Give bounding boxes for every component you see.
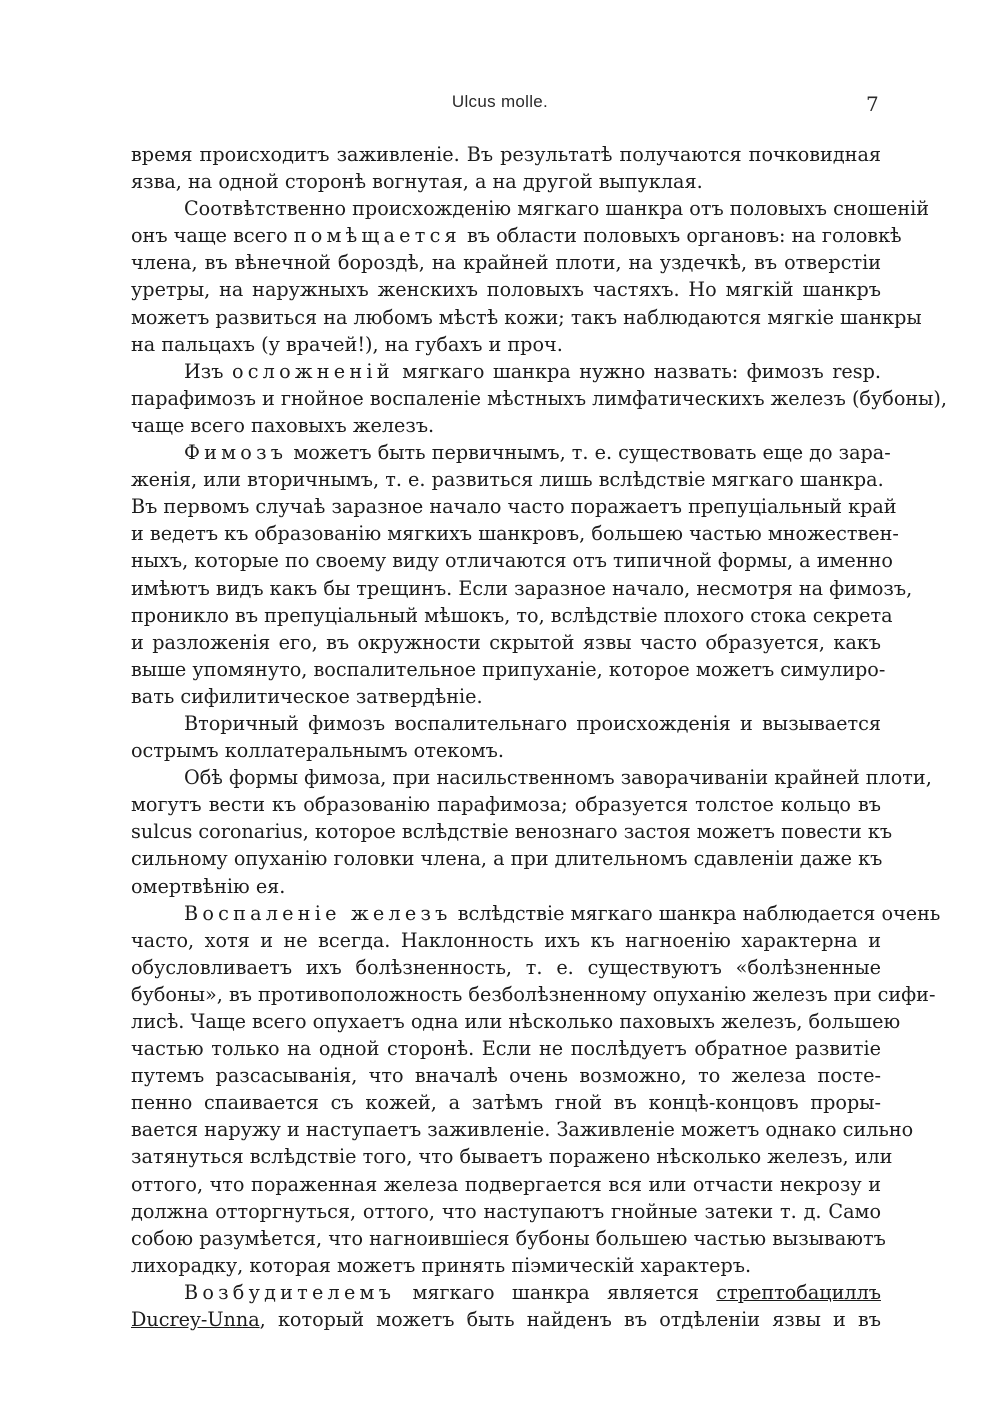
text-line (131, 1279, 881, 1306)
spaced-emphasis: Воспаленіе железъ (184, 901, 452, 925)
text-line (131, 927, 881, 954)
text-segment: Изъ (184, 359, 232, 383)
text-segment: проникло въ препуціальный мѣшокъ, то, вслѣдствіе плохого стока секрета (131, 603, 893, 627)
text-segment: имѣютъ видъ какъ бы трещинъ. Если заразное начало, несмотря на фимозъ, (131, 576, 913, 600)
text-line (131, 168, 881, 195)
text-segment: Соотвѣтственно происхожденію мягкаго шанкра отъ половыхъ сношеній (184, 197, 930, 221)
text-line (131, 845, 881, 872)
text-line (131, 195, 930, 222)
text-line (131, 656, 886, 683)
text-line (131, 1225, 886, 1252)
underlined-term: стрептобациллъ (716, 1280, 881, 1304)
text-segment: затянуться вслѣдствіе того, что бываетъ поражено нѣсколько железъ, или (131, 1145, 893, 1169)
text-line (131, 1252, 881, 1279)
text-line (131, 412, 881, 439)
text-segment: мягкаго шанкра нужно назвать: фимозъ resp. (393, 359, 881, 383)
text-line (131, 737, 881, 764)
text-segment: могутъ вести къ образованію парафимоза; образуется толстое кольцо въ (131, 793, 881, 817)
text-line (131, 1116, 914, 1143)
text-line (131, 249, 881, 276)
text-segment: частью только на одной сторонѣ. Если не послѣдуетъ обратное развитіе (131, 1037, 881, 1061)
text-line (131, 1198, 881, 1225)
spaced-emphasis: Фимозъ (184, 441, 288, 465)
text-line (131, 818, 893, 845)
text-segment: пенно спаивается съ кожей, а затѣмъ гной въ концѣ-концовъ проры- (131, 1091, 881, 1115)
text-segment: Обѣ формы фимоза, при насильственномъ заворачиваніи крайней плоти, (184, 766, 932, 790)
text-line (131, 520, 899, 547)
underlined-term: Ducrey-Unna (131, 1308, 260, 1332)
spaced-emphasis: осложненій (231, 359, 394, 383)
text-segment: мягкаго шанкра является (395, 1280, 717, 1304)
text-line (131, 276, 881, 303)
text-line (131, 466, 884, 493)
text-segment: лихорадку, которая можетъ принять піэмическій характеръ. (131, 1253, 752, 1277)
text-line (131, 1143, 893, 1170)
text-segment: Вторичный фимозъ воспалительнаго происхожденія и вызывается (184, 711, 881, 735)
text-line (131, 710, 881, 737)
text-segment: Въ первомъ случаѣ заразное начало часто поражаетъ препуціальный край (131, 495, 897, 519)
text-segment: уретры, на наружныхъ женскихъ половыхъ частяхъ. Но мягкій шанкръ (131, 278, 881, 302)
text-segment: вается наружу и наступаетъ заживленіе. Заживленіе можетъ однако сильно (131, 1118, 914, 1142)
text-line (131, 1008, 901, 1035)
text-segment: оттого, что пораженная железа подвергается вся или отчасти некрозу и (131, 1172, 881, 1196)
text-segment: время происходитъ заживленіе. Въ результатѣ получаются почковидная (131, 143, 881, 166)
text-line (131, 304, 922, 331)
text-line (131, 575, 913, 602)
text-line (131, 141, 881, 168)
text-line (131, 331, 881, 358)
text-segment: должна отторгнуться, оттого, что наступаютъ гнойные затеки т. д. Само (131, 1199, 881, 1223)
text-segment: онъ чаще всего (131, 224, 294, 248)
text-segment: сильному опуханію головки члена, а при длительномъ сдавленіи даже къ (131, 847, 883, 871)
text-line (131, 547, 893, 574)
text-line (131, 1062, 881, 1089)
text-line (131, 1171, 881, 1198)
text-segment: бубоны», въ противоположность безболѣзненному опуханію железъ при сифи- (131, 982, 936, 1006)
text-line (131, 873, 881, 900)
page-number: 7 (866, 92, 879, 116)
text-segment: ныхъ, которые по своему виду отличаются отъ типичной формы, а именно (131, 549, 893, 573)
text-segment: можетъ быть первичнымъ, т. е. существовать еще до зара- (287, 441, 891, 465)
text-segment: можетъ развиться на любомъ мѣстѣ кожи; такъ наблюдаются мягкіе шанкры (131, 305, 922, 329)
text-segment: , который можетъ быть найденъ въ отдѣленіи язвы и въ (259, 1308, 881, 1332)
text-line (131, 358, 881, 385)
text-segment: sulcus coronarius, которое вслѣдствіе венознаго застоя можетъ повести къ (131, 820, 893, 844)
text-segment: язва, на одной сторонѣ вогнутая, а на другой выпуклая. (131, 170, 703, 194)
text-segment: вслѣдствіе мягкаго шанкра наблюдается очень (451, 901, 941, 925)
text-line (131, 602, 893, 629)
text-segment: острымъ коллатеральнымъ отекомъ. (131, 739, 504, 763)
text-line (131, 1306, 881, 1333)
text-line (131, 900, 941, 927)
text-segment: часто, хотя и не всегда. Наклонность ихъ къ нагноенію характерна и (131, 928, 881, 952)
text-segment: члена, въ вѣнечной бороздѣ, на крайней плоти, на уздечкѣ, въ отверстіи (131, 251, 881, 275)
text-line (131, 629, 881, 656)
text-segment: парафимозъ и гнойное воспаленіе мѣстныхъ лимфатическихъ железъ (бубоны), (131, 386, 948, 410)
text-line (131, 764, 932, 791)
text-line (131, 439, 891, 466)
text-segment: путемъ разсасыванія, что вначалѣ очень возможно, то железа посте- (131, 1064, 881, 1088)
text-segment: собою разумѣется, что нагноившіеся бубоны большею частью вызываютъ (131, 1226, 886, 1250)
text-body (131, 141, 948, 1333)
text-segment: и разложенія его, въ окружности скрытой язвы часто образуется, какъ (131, 630, 881, 654)
text-line (131, 493, 897, 520)
text-segment: и ведетъ къ образованію мягкихъ шанкровъ, большею частью множествен- (131, 522, 899, 546)
text-segment: чаще всего паховыхъ железъ. (131, 413, 435, 437)
text-segment: омертвѣнію ея. (131, 874, 286, 898)
text-line (131, 791, 881, 818)
running-title: Ulcus molle. (451, 92, 549, 111)
text-line (131, 385, 948, 412)
text-segment: лисѣ. Чаще всего опухаетъ одна или нѣсколько паховыхъ железъ, большею (131, 1010, 901, 1033)
text-segment: обусловливаетъ ихъ болѣзненность, т. е. существуютъ «болѣзненные (131, 955, 881, 979)
spaced-emphasis: помѣщается (293, 224, 461, 248)
text-line (131, 1089, 881, 1116)
text-segment: въ области половыхъ органовъ: на головкѣ (460, 224, 902, 248)
spaced-emphasis: Возбудителемъ (184, 1280, 396, 1304)
text-line (131, 981, 936, 1008)
text-segment: вать сифилитическое затвердѣніе. (131, 684, 483, 708)
text-segment: женія, или вторичнымъ, т. е. развиться лишь вслѣдствіе мягкаго шанкра. (131, 468, 884, 492)
text-line (131, 954, 881, 981)
text-line (131, 683, 881, 710)
text-segment: выше упомянуто, воспалительное припуханіе, которое можетъ симулиро- (131, 657, 886, 681)
text-line (131, 1035, 881, 1062)
text-line (131, 222, 902, 249)
text-segment: на пальцахъ (у врачей!), на губахъ и проч. (131, 332, 563, 356)
